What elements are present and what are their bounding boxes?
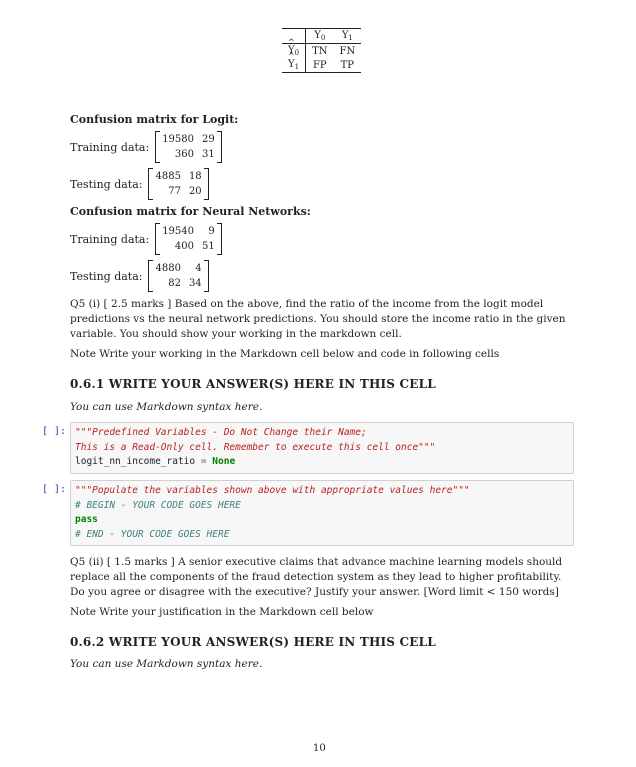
table-cell: FP [306, 58, 334, 73]
keyword: None [212, 456, 236, 467]
matrix-cell: 34 [188, 278, 202, 289]
section-heading-0-6-1: 0.6.1 WRITE YOUR ANSWER(S) HERE IN THIS CELL [70, 377, 436, 391]
code-line: # BEGIN - YOUR CODE GOES HERE [75, 499, 241, 511]
code-line: """Predefined Variables - Do Not Change their Name; [75, 427, 367, 438]
matrix-cell: 4885 [155, 171, 181, 182]
operator: = [195, 456, 213, 467]
matrix-cell: 18 [188, 171, 202, 182]
nn-testing-row [70, 260, 209, 292]
matrix-cell: 29 [202, 134, 215, 145]
code-line: This is a Read-Only cell. Remember to execute this cell once""" [75, 441, 436, 453]
nn-training-matrix [155, 223, 222, 255]
question-5i-text: Q5 (i) [ 2.5 marks ] Based on the above, find the ratio of the income from the logit model predictions vs the neural network predictions. You should store the income ratio in the given variable. You should show your working in the markdown cell. [70, 298, 566, 340]
matrix-cell: 4880 [155, 263, 181, 274]
code-line: # END - YOUR CODE GOES HERE [75, 528, 230, 540]
col-header-y1: $Y_1$ [334, 29, 362, 44]
code-line: pass [75, 514, 98, 525]
question-5ii-text: Q5 (ii) [ 1.5 marks ] A senior executive claims that advance machine learning models should replace all the components of the fraud detection system as they lead to higher profitability. Do you agree or disagree with the executive? Justify your answer. [Word limit < 150 words] [70, 556, 563, 598]
matrix-cell: 51 [202, 241, 215, 252]
table-cell: FN [339, 45, 356, 57]
question-5ii-note: Note Write your justification in the Markdown cell below [70, 606, 374, 618]
nn-testing-matrix [148, 260, 208, 292]
nn-training-label: Training data: [70, 232, 150, 246]
confusion-layout-table [282, 28, 361, 73]
code-cell-populate-variables[interactable] [70, 480, 574, 546]
logit-title: Confusion matrix for Logit: [70, 113, 239, 126]
matrix-cell: 19580 [162, 134, 194, 145]
matrix-cell: 77 [168, 186, 181, 197]
matrix-cell: 20 [188, 186, 202, 197]
matrix-cell: 4 [195, 263, 202, 274]
logit-training-label: Training data: [70, 140, 150, 154]
matrix-cell: 400 [174, 241, 194, 252]
code-cell-predefined-variables[interactable] [70, 422, 574, 474]
col-header-y0: $Y_0$ [306, 29, 334, 44]
nn-title: Confusion matrix for Neural Networks: [70, 205, 311, 218]
matrix-cell: 82 [168, 278, 181, 289]
markdown-hint[interactable]: You can use Markdown syntax here. [70, 658, 263, 670]
question-5i-note: Note Write your working in the Markdown cell below and code in following cells [70, 348, 500, 360]
nn-testing-label: Testing data: [70, 269, 143, 283]
markdown-hint[interactable]: You can use Markdown syntax here. [70, 401, 263, 413]
matrix-cell: 31 [202, 149, 215, 160]
code-line: """Populate the variables shown above with appropriate values here""" [75, 485, 470, 496]
matrix-cell: 9 [208, 226, 215, 237]
table-cell: TP [334, 58, 362, 73]
nn-training-row [70, 223, 222, 255]
matrix-cell: 360 [174, 149, 194, 160]
row-header-yhat0: ^ $Y_0$ [282, 44, 306, 59]
table-cell: TN [312, 45, 328, 57]
section-heading-0-6-2: 0.6.2 WRITE YOUR ANSWER(S) HERE IN THIS CELL [70, 635, 436, 649]
page-number: 10 [313, 743, 326, 754]
matrix-cell: 19540 [162, 226, 194, 237]
logit-training-row [70, 131, 222, 163]
variable-name: logit_nn_income_ratio [75, 456, 196, 467]
logit-testing-label: Testing data: [70, 177, 143, 191]
cell-prompt: [ ]: [42, 426, 67, 437]
logit-testing-matrix [148, 168, 208, 200]
logit-testing-row [70, 168, 209, 200]
row-header-yhat1: ^ $Y_1$ [282, 58, 306, 73]
cell-prompt: [ ]: [42, 484, 67, 495]
logit-training-matrix [155, 131, 222, 163]
code-line [75, 455, 569, 470]
